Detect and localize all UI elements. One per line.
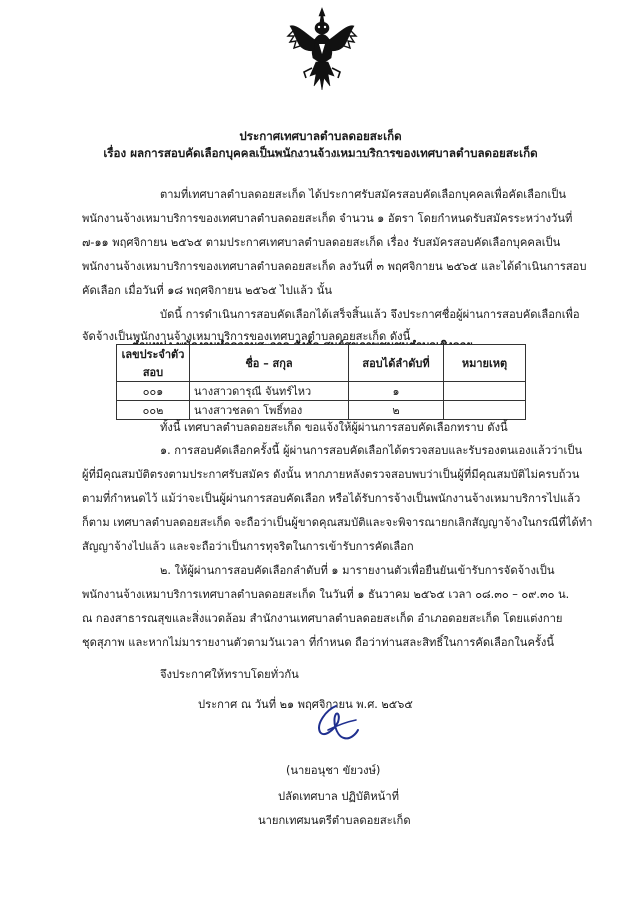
note-cell	[444, 382, 526, 401]
notice-line: ณ กองสาธารณสุขและสิ่งแวดล้อม สำนักงานเทศบาลตำบลดอยสะเก็ด อำเภอดอยสะเก็ด โดยแต่งกาย	[82, 612, 563, 626]
column-header: สอบได้ลำดับที่	[349, 345, 444, 382]
rank-cell: ๑	[349, 382, 444, 401]
name-cell: นางสาวชลดา โพธิ์ทอง	[190, 401, 349, 420]
signatory-name: (นายอนุชา ขัยวงษ์)	[286, 764, 381, 778]
notice-line: ๒. ให้ผู้ผ่านการสอบคัดเลือกลำดับที่ ๑ มารายงานตัวเพื่อยืนยันเข้ารับการจัดจ้างเป็น	[160, 564, 555, 578]
document-title: ประกาศเทศบาลตำบลดอยสะเก็ด	[239, 128, 402, 143]
notice-line: ทั้งนี้ เทศบาลตำบลดอยสะเก็ด ขอแจ้งให้ผู้ผ่านการสอบคัดเลือกทราบ ดังนี้	[160, 421, 508, 435]
intro-line: พนักงานจ้างเหมาบริการของเทศบาลตำบลดอยสะเก็ด จำนวน ๑ อัตรา โดยกำหนดรับสมัครระหว่างวันที่	[82, 212, 573, 226]
intro-line: พนักงานจ้างเหมาบริการของเทศบาลตำบลดอยสะเก็ด ลงวันที่ ๓ พฤศจิกายน ๒๕๖๕ และได้ดำเนินการสอบ	[82, 260, 587, 274]
notice-line: สัญญาจ้างไปแล้ว และจะถือว่าเป็นการทุจริตในการเข้ารับการคัดเลือก	[82, 540, 414, 554]
table-row	[117, 382, 526, 401]
intro-line: คัดเลือก เมื่อวันที่ ๑๘ พฤศจิกายน ๒๕๖๕ ไปแล้ว นั้น	[82, 284, 333, 298]
handwritten-signature-icon	[306, 700, 362, 744]
signatory-title: นายกเทศมนตรีตำบลดอยสะเก็ด	[258, 814, 411, 828]
garuda-emblem-icon	[286, 6, 358, 92]
notice-line: ชุดสุภาพ และหากไม่มารายงานตัวตามวันเวลา ที่กำหนด ถือว่าท่านสละสิทธิ์ในการคัดเลือกในครั้งนี้	[82, 636, 555, 650]
results-table	[116, 344, 526, 420]
announce-line: จัดจ้างเป็นพนักงานจ้างเหมาบริการของเทศบาลตำบลดอยสะเก็ด ดังนี้	[82, 330, 411, 344]
notice-line: ๑. การสอบคัดเลือกครั้งนี้ ผู้ผ่านการสอบคัดเลือกได้ตรวจสอบและรับรองตนเองแล้วว่าเป็น	[160, 444, 583, 458]
announcement-date: ประกาศ ณ วันที่ ๒๑ พฤศจิกายน พ.ศ. ๒๕๖๕	[198, 698, 413, 712]
signatory-position: ปลัดเทศบาล ปฏิบัติหน้าที่	[278, 790, 399, 804]
closing-announcement: จึงประกาศให้ทราบโดยทั่วกัน	[160, 668, 299, 682]
notice-line: ผู้ที่มีคุณสมบัติตรงตามประกาศรับสมัคร ดังนั้น หากภายหลังตรวจสอบพบว่าเป็นผู้ที่มีคุณสมบัติไม่ครบถ้วน	[82, 468, 580, 482]
announce-line: บัดนี้ การดำเนินการสอบคัดเลือกได้เสร็จสิ้นแล้ว จึงประกาศชื่อผู้ผ่านการสอบคัดเลือกเพื่อ	[160, 308, 580, 322]
document-subject: เรื่อง ผลการสอบคัดเลือกบุคคลเป็นพนักงานจ้างเหมาบริการของเทศบาลตำบลดอยสะเก็ด	[103, 145, 538, 160]
exam-number-cell: ๐๐๑	[117, 382, 190, 401]
notice-line: พนักงานจ้างเหมาบริการเทศบาลตำบลดอยสะเก็ด ในวันที่ ๑ ธันวาคม ๒๕๖๕ เวลา ๐๘.๓๐ – ๐๙.๓๐ น.	[82, 588, 570, 602]
exam-number-cell: ๐๐๒	[117, 401, 190, 420]
table-row	[117, 401, 526, 420]
column-header: ชื่อ – สกุล	[190, 345, 349, 382]
rank-cell: ๒	[349, 401, 444, 420]
title-separator	[245, 156, 395, 157]
name-cell: นางสาวดารุณี จันทร์ไหว	[190, 382, 349, 401]
table-header-row	[117, 345, 526, 382]
intro-line: ๗-๑๑ พฤศจิกายน ๒๕๖๕ ตามประกาศเทศบาลตำบลดอยสะเก็ด เรื่อง รับสมัครสอบคัดเลือกบุคคลเป็น	[82, 236, 561, 250]
column-header: เลขประจำตัวสอบ	[117, 345, 190, 382]
intro-line: ตามที่เทศบาลตำบลดอยสะเก็ด ได้ประกาศรับสมัครสอบคัดเลือกบุคคลเพื่อคัดเลือกเป็น	[160, 188, 567, 202]
notice-line: ก็ตาม เทศบาลตำบลดอยสะเก็ด จะถือว่าเป็นผู้ขาดคุณสมบัติและจะพิจารณายกเลิกสัญญาจ้างในกรณีที่ได้ทำ	[82, 516, 593, 530]
notice-line: ตามที่กำหนดไว้ แม้ว่าจะเป็นผู้ผ่านการสอบคัดเลือก หรือได้รับการจ้างเป็นพนักงานจ้างเหมาบริการไปแล้ว	[82, 492, 581, 506]
column-header: หมายเหตุ	[444, 345, 526, 382]
note-cell	[444, 401, 526, 420]
